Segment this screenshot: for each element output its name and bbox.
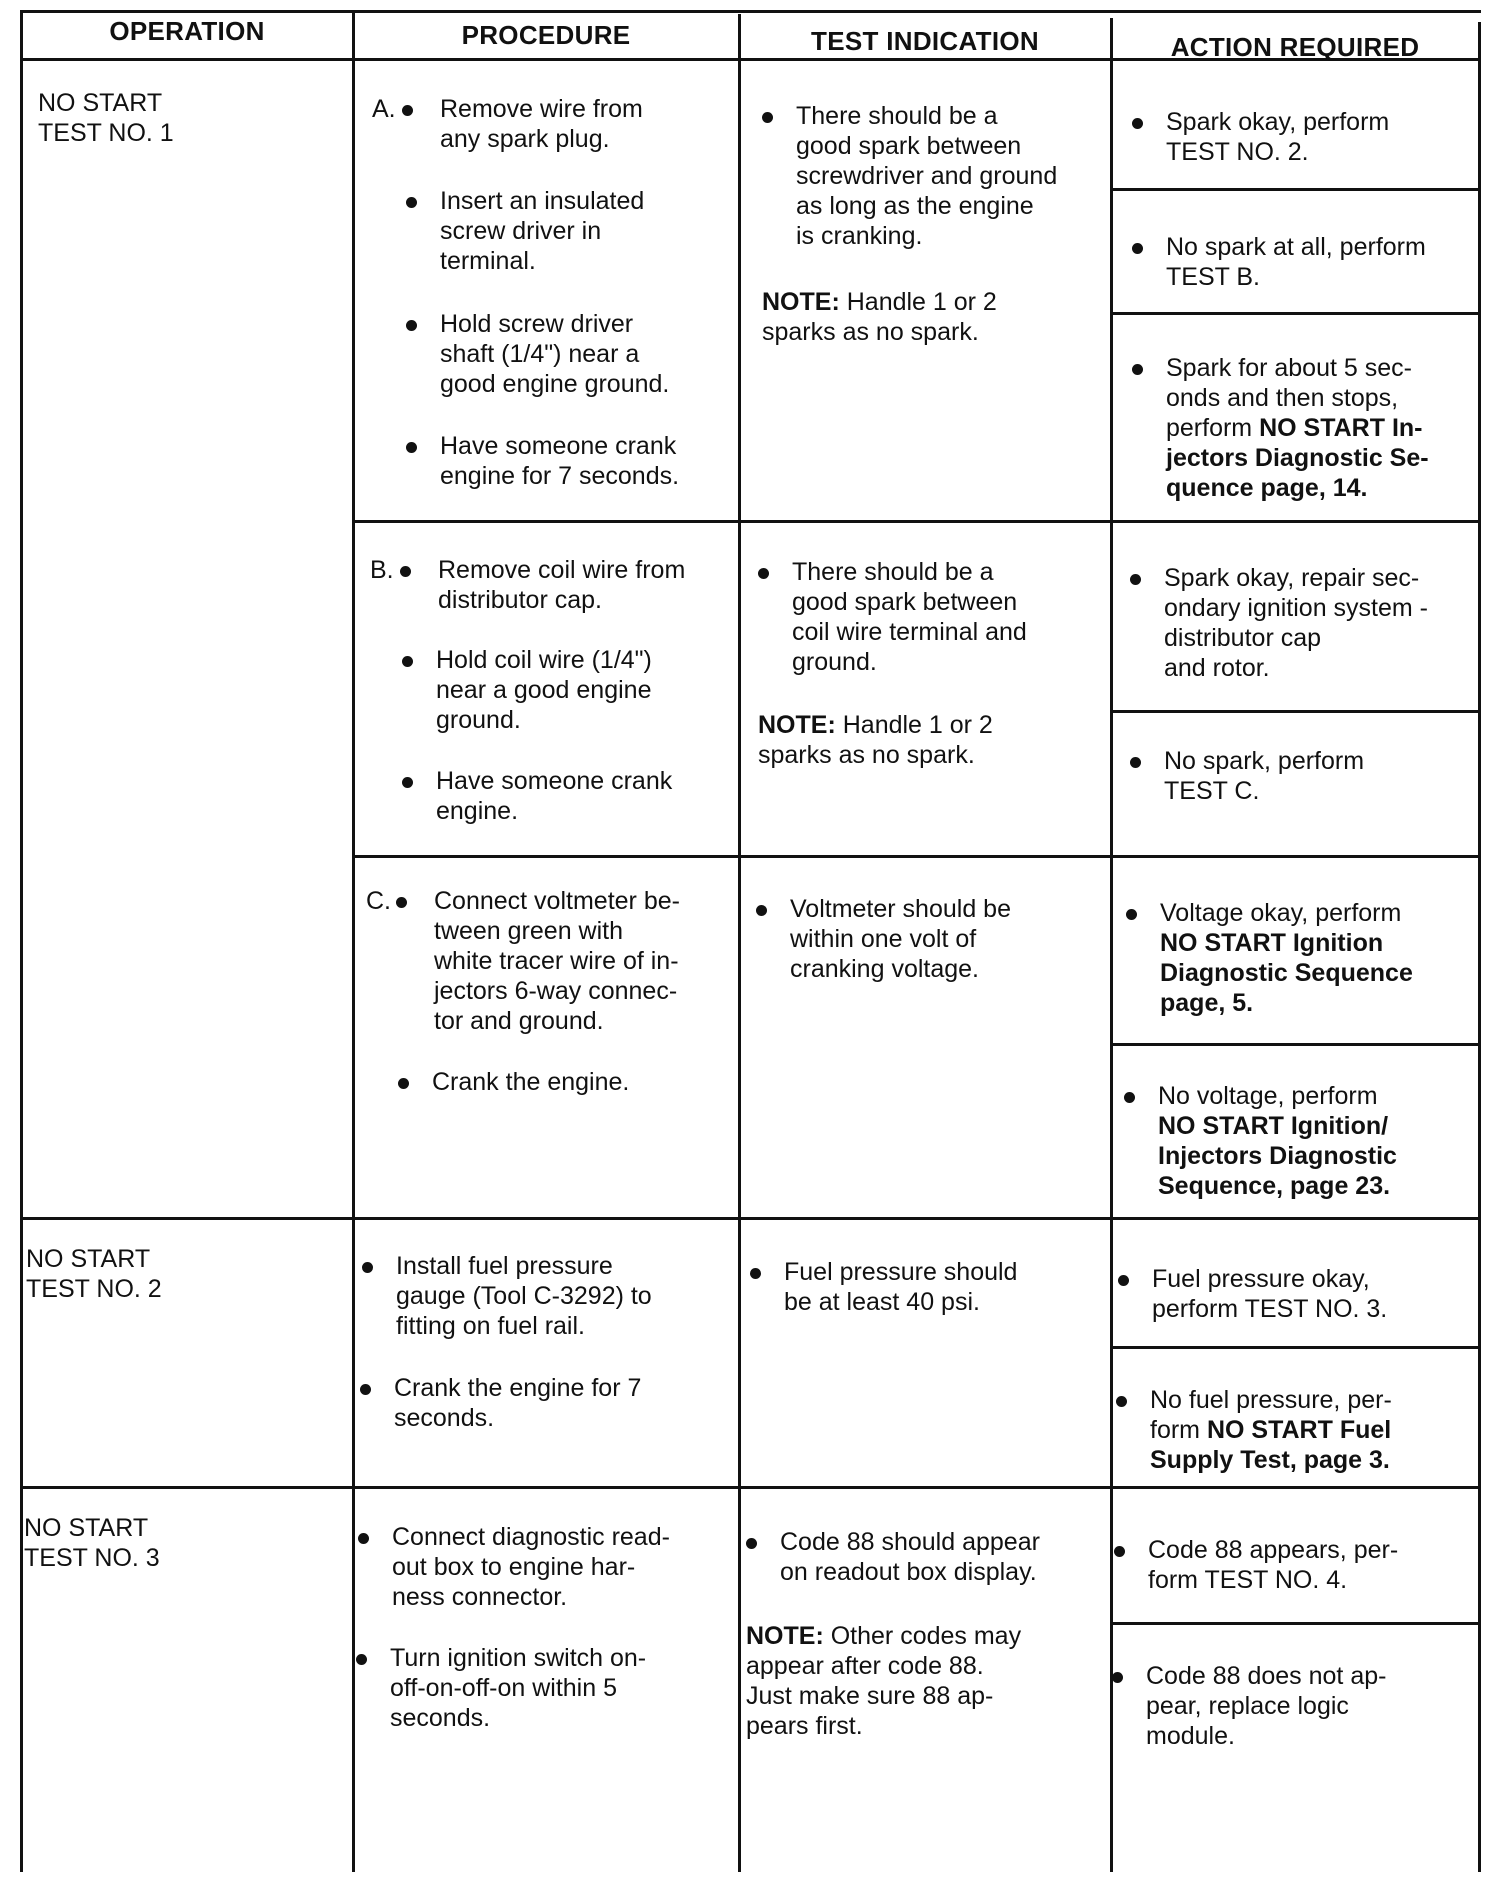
column-divider-procedure: [738, 14, 741, 1872]
text-line: No voltage, perform: [1158, 1082, 1378, 1110]
action-a2-divider: [1110, 312, 1481, 315]
column-divider-operation: [352, 12, 355, 1872]
text-line: form TEST NO. 4.: [1148, 1566, 1348, 1594]
text-line: Voltmeter should be: [790, 895, 1011, 923]
text-line: tor and ground.: [434, 1007, 604, 1035]
indication-a: [796, 101, 1057, 251]
table-border-left: [20, 10, 23, 1872]
text-line: off-on-off-on within 5: [390, 1674, 617, 1702]
table-border-right: [1478, 22, 1481, 1872]
text-line: cranking voltage.: [790, 955, 980, 983]
text-line: Handle 1 or 2: [846, 288, 997, 316]
text-line: Voltage okay, perform: [1160, 899, 1402, 927]
operation-line: TEST NO. 1: [38, 119, 174, 147]
header-procedure: PROCEDURE: [461, 20, 631, 50]
text-line: perform TEST NO. 3.: [1152, 1295, 1388, 1323]
text-line: Code 88 should appear: [780, 1528, 1040, 1556]
text-line: terminal.: [440, 247, 536, 275]
text-line: Turn ignition switch on-: [390, 1644, 647, 1672]
note-label: NOTE:: [746, 1622, 824, 1650]
bullet-icon: [406, 197, 417, 208]
procedure-a-step-3: [440, 309, 669, 399]
text-line: Hold coil wire (1/4"): [436, 646, 652, 674]
procedure-t3-step-2: [390, 1643, 646, 1733]
text-line: Crank the engine.: [432, 1068, 630, 1096]
bold-reference: Diagnostic Sequence: [1160, 959, 1413, 987]
text-line: distributor cap: [1164, 624, 1322, 652]
action-a3: [1166, 353, 1429, 503]
bold-reference: jectors Diagnostic Se-: [1166, 444, 1429, 472]
procedure-t2-step-2: [394, 1373, 641, 1433]
bold-reference: Sequence, page 23.: [1158, 1172, 1391, 1200]
procedure-c-step-1: [434, 886, 680, 1036]
text-line: and rotor.: [1164, 654, 1270, 682]
procedure-a-step-4: [440, 431, 679, 491]
text-line: on readout box display.: [780, 1558, 1037, 1586]
text-line: shaft (1/4") near a: [440, 340, 640, 368]
text-line: sparks as no spark.: [762, 318, 979, 346]
text-line: screw driver in: [440, 217, 602, 245]
bullet-icon: [402, 656, 413, 667]
bullet-icon: [356, 1654, 367, 1665]
indication-t2: [784, 1257, 1017, 1317]
text-line: near a good engine: [436, 676, 652, 704]
letter-label: C.: [366, 887, 391, 915]
operation-line: NO START: [24, 1514, 149, 1542]
text-line: distributor cap.: [438, 586, 602, 614]
text-line: Connect diagnostic read-: [392, 1523, 670, 1551]
text-line: No fuel pressure, per-: [1150, 1386, 1392, 1414]
text-line: Other codes may: [830, 1622, 1022, 1650]
text-line: Crank the engine for 7: [394, 1374, 642, 1402]
text-line: good spark between: [792, 588, 1018, 616]
procedure-letter-a: [372, 94, 396, 124]
text-line: Fuel pressure should: [784, 1258, 1018, 1286]
action-t3-a1: [1148, 1535, 1398, 1595]
bullet-icon: [756, 905, 767, 916]
text-line: tween green with: [434, 917, 624, 945]
text-line: ground.: [436, 706, 521, 734]
bullet-icon: [360, 1384, 371, 1395]
procedure-a-step-2: [440, 186, 644, 276]
text-line: No spark at all, perform: [1166, 233, 1426, 261]
text-line: sparks as no spark.: [758, 741, 975, 769]
bold-reference: NO START In-: [1259, 414, 1423, 442]
bold-reference: page, 5.: [1160, 989, 1254, 1017]
table-border-top: [20, 10, 1481, 13]
note-a: [762, 287, 997, 347]
bold-reference: NO START Fuel: [1206, 1416, 1392, 1444]
text-line: TEST B.: [1166, 263, 1261, 291]
bullet-icon: [1132, 118, 1143, 129]
text-line: engine for 7 seconds.: [440, 462, 680, 490]
text-line: Fuel pressure okay,: [1152, 1265, 1370, 1293]
action-b1: [1164, 563, 1428, 683]
letter-label: B.: [370, 556, 394, 584]
text-line: onds and then stops,: [1166, 384, 1399, 412]
bullet-icon: [406, 442, 417, 453]
bullet-icon: [1124, 1092, 1135, 1103]
text-line: screwdriver and ground: [796, 162, 1058, 190]
procedure-b-step-1: [438, 555, 685, 615]
text-line: good engine ground.: [440, 370, 670, 398]
bold-reference: quence page, 14.: [1166, 474, 1368, 502]
indication-b: [792, 557, 1027, 677]
header-action-required: ACTION REQUIRED: [1170, 32, 1420, 62]
bold-reference: Injectors Diagnostic: [1158, 1142, 1397, 1170]
text-line: Connect voltmeter be-: [434, 887, 680, 915]
text-line: any spark plug.: [440, 125, 610, 153]
indication-c: [790, 894, 1011, 984]
text-line: Code 88 appears, per-: [1148, 1536, 1399, 1564]
text-line: coil wire terminal and: [792, 618, 1027, 646]
action-t3-a2: [1146, 1661, 1386, 1751]
text-line: form: [1150, 1416, 1200, 1444]
procedure-t2-step-1: [396, 1251, 652, 1341]
action-c1-divider: [1110, 1043, 1481, 1046]
bullet-icon: [396, 897, 407, 908]
action-a1: [1166, 107, 1389, 167]
bullet-icon: [1130, 574, 1141, 585]
bullet-icon: [402, 105, 413, 116]
text-line: module.: [1146, 1722, 1235, 1750]
action-t2-a1: [1152, 1264, 1387, 1324]
bullet-icon: [1132, 364, 1143, 375]
text-line: out box to engine har-: [392, 1553, 636, 1581]
bullet-icon: [1112, 1672, 1123, 1683]
bullet-icon: [1118, 1275, 1129, 1286]
text-line: There should be a: [792, 558, 994, 586]
text-line: engine.: [436, 797, 519, 825]
text-line: TEST C.: [1164, 777, 1260, 805]
note-label: NOTE:: [758, 711, 836, 739]
row-a-bottom: [352, 520, 1481, 523]
text-line: Code 88 does not ap-: [1146, 1662, 1387, 1690]
action-t2-divider: [1110, 1346, 1481, 1349]
procedure-a-step-1: [440, 94, 643, 154]
letter-label: A.: [372, 95, 396, 123]
text-line: Remove wire from: [440, 95, 643, 123]
text-line: white tracer wire of in-: [434, 947, 679, 975]
bullet-icon: [762, 112, 773, 123]
text-line: Have someone crank: [440, 432, 677, 460]
text-line: Have someone crank: [436, 767, 673, 795]
column-divider-indication: [1110, 18, 1113, 1872]
text-line: be at least 40 psi.: [784, 1288, 980, 1316]
text-line: seconds.: [390, 1704, 491, 1732]
bold-reference: NO START Ignition: [1160, 929, 1384, 957]
note-t3: [746, 1621, 1021, 1741]
indication-t3: [780, 1527, 1040, 1587]
test2-bottom: [20, 1486, 1481, 1489]
text-line: ondary ignition system -: [1164, 594, 1429, 622]
procedure-letter-c: [366, 886, 391, 916]
action-c2: [1158, 1081, 1397, 1201]
bullet-icon: [400, 566, 411, 577]
text-line: seconds.: [394, 1404, 495, 1432]
action-t3-divider: [1110, 1622, 1481, 1625]
bold-reference: NO START Ignition/: [1158, 1112, 1389, 1140]
action-b2: [1164, 746, 1364, 806]
text-line: pear, replace logic: [1146, 1692, 1349, 1720]
bullet-icon: [358, 1533, 369, 1544]
bullet-icon: [750, 1268, 761, 1279]
text-line: as long as the engine: [796, 192, 1034, 220]
bullet-icon: [1132, 243, 1143, 254]
text-line: gauge (Tool C-3292) to: [396, 1282, 652, 1310]
bullet-icon: [398, 1078, 409, 1089]
header-operation: OPERATION: [109, 16, 265, 46]
text-line: There should be a: [796, 102, 998, 130]
text-line: Handle 1 or 2: [842, 711, 993, 739]
procedure-c-step-2: [432, 1067, 629, 1097]
action-c1: [1160, 898, 1413, 1018]
operation-test-1: [38, 88, 174, 148]
text-line: good spark between: [796, 132, 1022, 160]
text-line: is cranking.: [796, 222, 923, 250]
text-line: Spark okay, repair sec-: [1164, 564, 1420, 592]
bullet-icon: [1126, 909, 1137, 920]
procedure-b-step-3: [436, 766, 672, 826]
text-line: within one volt of: [790, 925, 977, 953]
text-line: Spark for about 5 sec-: [1166, 354, 1412, 382]
operation-test-3: [24, 1513, 160, 1573]
action-t2-a2: [1150, 1385, 1392, 1475]
action-a2: [1166, 232, 1426, 292]
bullet-icon: [402, 777, 413, 788]
row-b-bottom: [352, 855, 1481, 858]
action-a1-divider: [1110, 188, 1481, 191]
text-line: Install fuel pressure: [396, 1252, 613, 1280]
operation-line: NO START: [38, 89, 163, 117]
text-line: appear after code 88.: [746, 1652, 984, 1680]
bold-reference: Supply Test, page 3.: [1150, 1446, 1390, 1474]
bullet-icon: [1116, 1396, 1127, 1407]
note-label: NOTE:: [762, 288, 840, 316]
text-line: jectors 6-way connec-: [434, 977, 678, 1005]
bullet-icon: [746, 1538, 757, 1549]
text-line: pears first.: [746, 1712, 863, 1740]
text-line: perform: [1166, 414, 1253, 442]
text-line: Just make sure 88 ap-: [746, 1682, 994, 1710]
procedure-letter-b: [370, 555, 394, 585]
bullet-icon: [1130, 757, 1141, 768]
text-line: ground.: [792, 648, 877, 676]
procedure-b-step-2: [436, 645, 652, 735]
text-line: Insert an insulated: [440, 187, 645, 215]
operation-line: TEST NO. 3: [24, 1544, 160, 1572]
operation-line: NO START: [26, 1245, 151, 1273]
bullet-icon: [406, 320, 417, 331]
text-line: No spark, perform: [1164, 747, 1365, 775]
bullet-icon: [758, 568, 769, 579]
note-b: [758, 710, 993, 770]
text-line: Hold screw driver: [440, 310, 634, 338]
header-test-indication: TEST INDICATION: [811, 26, 1039, 56]
text-line: Spark okay, perform: [1166, 108, 1390, 136]
text-line: Remove coil wire from: [438, 556, 686, 584]
action-b1-divider: [1110, 710, 1481, 713]
text-line: TEST NO. 2.: [1166, 138, 1309, 166]
text-line: ness connector.: [392, 1583, 568, 1611]
procedure-t3-step-1: [392, 1522, 670, 1612]
operation-test-2: [26, 1244, 162, 1304]
bullet-icon: [1114, 1546, 1125, 1557]
bullet-icon: [362, 1262, 373, 1273]
text-line: fitting on fuel rail.: [396, 1312, 585, 1340]
operation-line: TEST NO. 2: [26, 1275, 162, 1303]
test1-bottom: [20, 1217, 1481, 1220]
